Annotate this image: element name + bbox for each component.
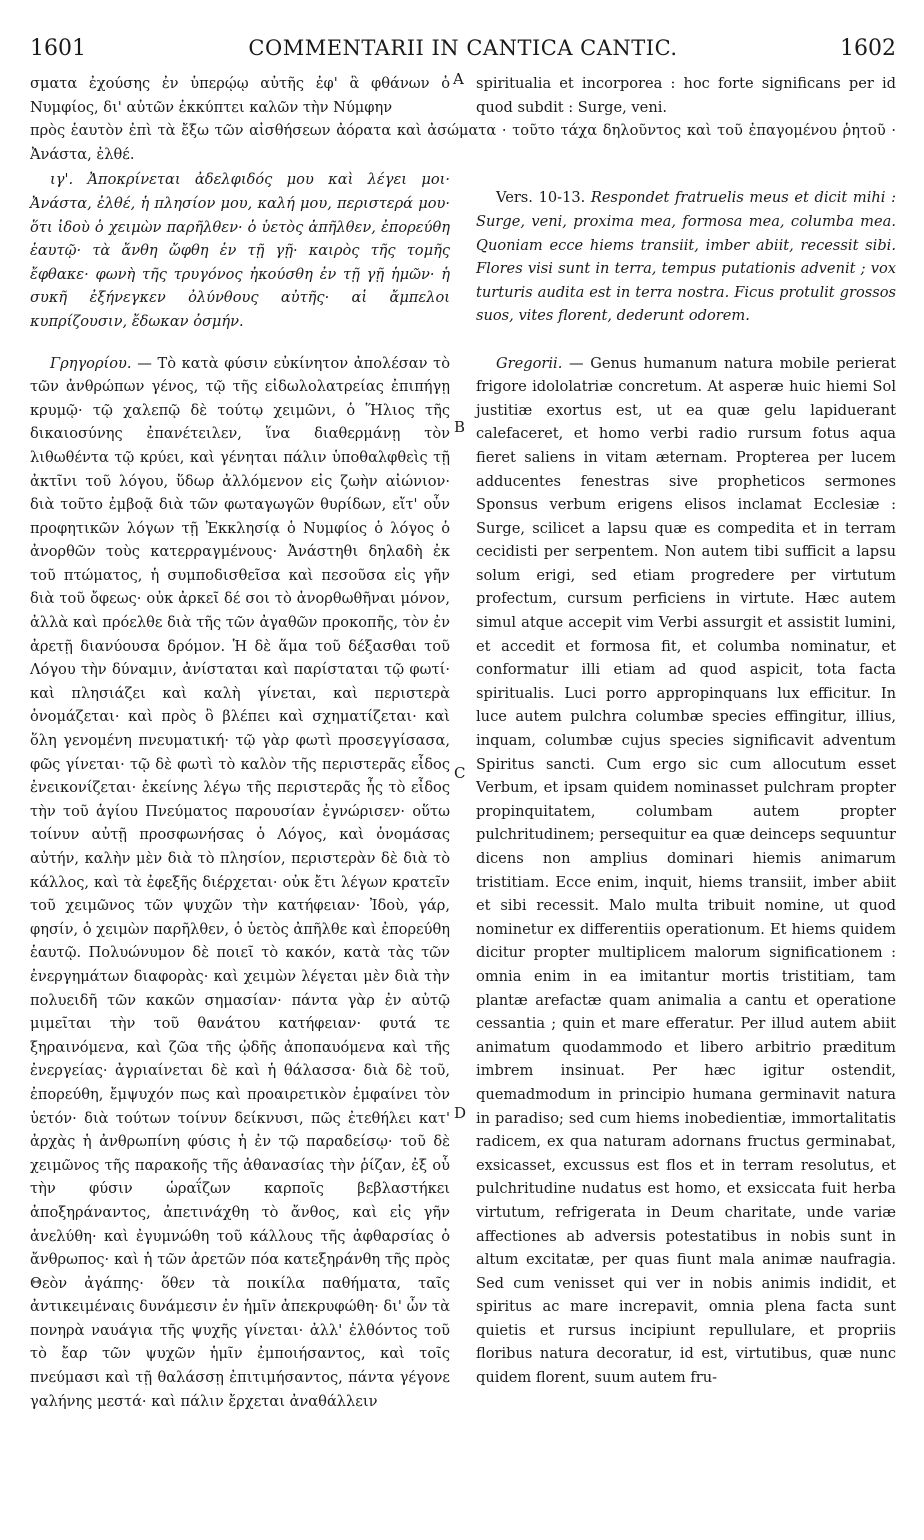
section-marker-b: B (454, 418, 466, 436)
greek-commentary-column (30, 352, 450, 1414)
latin-column-top (476, 72, 896, 119)
latin-continuation: spiritualia et incorporea : hoc forte significans per id quod subdit : Surge, veni. (476, 75, 896, 116)
latin-commentary-column (476, 352, 896, 1414)
latin-commentary (476, 352, 896, 1390)
verse-text: Respondet fratruelis meus et dicit mihi : Surge, veni, proxima mea, formosa mea, columba mea. Quoniam ecce hiems transiit, imber abiit, recessit sibi. Flores visi sunt in terra, tempus putationis advenit ; vox turturis audita est in terra nostra. Ficus protulit grossos suos, vites florent, dederunt odorem. (476, 189, 897, 325)
greek-commentary (30, 352, 450, 1414)
opening-section (30, 72, 896, 119)
page-number-right: 1602 (840, 36, 896, 61)
latin-commentary-text: Genus humanum natura mobile perierat frigore idololatriæ concretum. At asperæ huic hiemi Sol justitiæ exortus est, ut ea quæ gelu lapiduerant calefaceret, et homo verbi radio rursum fotus aqua fieret saliens in vitam æternam. Propterea per lucem adducentes fenestras sive propheticos sermones Sponsus verbum erigens elisos inclamat Ecclesiæ : Surge, scilicet a lapsu quæ es compedita et in terram cecidisti per serpentem. Non autem tibi sufficit a lapsu solum erigi, sed etiam progredere per virtutum profectum, cursum perficiens in virtute. Hæc autem simul atque accepit vim Verbi assurgit et assistit lumini, et accedit et formosa fit, et columba nominatur, et conformatur illi etiam ad quod aspicit, tota facta spiritualis. Luci porro appropinquans lux efficitur. In luce autem pulchra columbæ species effingitur, illius, inquam, columbæ cujus species significavit adventum Spiritus sancti. Cum ergo sic cum allocutum esset Verbum, et ipsam quidem nominasset pulchram propter propinquitatem, columbam autem propter pulchritudinem; persequitur ea quæ deinceps sequuntur dicens non amplius dominari hiemis animarum tristitiam. Ecce enim, inquit, hiems transiit, imber abiit et sibi recessit. Malo multa tribuit nomine, ut quod nominetur ex differentiis operationum. Et hiems quidem dicitur propter multiplicem malorum significationem : omnia enim in ea imitantur mortis tristitiam, tam plantæ arefactæ quam animalia a cantu et operatione cessantia ; quin et mare efferatur. Per illud autem abiit animatum quodammodo et libero arbitrio præditum imbrem insinuat. Per hæc igitur ostendit, quemadmodum in principio humana germinavit natura in paradiso; sed cum hiems inobedientiæ, immortalitatis radicem, ex qua naturam adornans fructus germinabat, exsicasset, excussus est flos et in terram resolutus, et pulchritudine nudatus est homo, et exsiccata fuit herba virtutum, refrigerata in Deum charitate, unde variæ affectiones ab adversis potestatibus in nobis sunt in altum excitatæ, per quas fiunt mala animæ naufragia. Sed cum venisset qui ver in nobis animis indidit, et spiritus ac mare increpavit, omnia plena facta sunt quietis et rursus incipiunt repullulare, et propriis floribus natura decoratur, id est, virtutibus, quæ nunc quidem florent, suum autem fru- (476, 354, 896, 1387)
greek-verse-column (30, 168, 450, 333)
greek-verse: ιγ'. Ἀποκρίνεται ἀδελφιδός μου καὶ λέγει μοι· Ἀνάστα, ἐλθέ, ἡ πλησίον μου, καλή μου, περιστερά μου· ὅτι ἰδοὺ ὁ χειμὼν παρῆλθεν· ὁ ὑετὸς ἀπῆλθεν, ἐπορεύθη ἑαυτῷ· τὰ ἄνθη ὤφθη ἐν τῇ γῇ· καιρὸς τῆς τομῆς ἔφθακε· φωνὴ τῆς τρυγόνος ἠκούσθη ἐν τῇ γῇ ἡμῶν· ἡ συκῆ ἐξήνεγκεν ὀλύνθους αὐτῆς· αἱ ἄμπελοι κυπρίζουσιν, ἔδωκαν ὀσμήν. (30, 171, 450, 330)
page-body (30, 72, 896, 1413)
verse-section (30, 168, 896, 333)
section-marker-d: D (454, 1104, 467, 1122)
commentary-section (30, 352, 896, 1414)
full-width-line: πρὸς ἑαυτὸν ἐπὶ τὰ ἔξω τῶν αἰσθήσεων ἀόρατα καὶ ἀσώματα · τοῦτο τάχα δηλοῦντος καὶ τοῦ ἐπαγομένου ῥητοῦ · Ἀνάστα, ἐλθέ. (30, 122, 896, 163)
verse-label: Vers. 10-13. (496, 189, 586, 207)
running-title: COMMENTARII IN CANTICA CANTIC. (248, 36, 678, 60)
latin-author: Gregorii. — (496, 354, 584, 372)
greek-commentary-text: Τὸ κατὰ φύσιν εὐκίνητον ἀπολέσαν τὸ τῶν ἀνθρώπων γένος, τῷ τῆς εἰδωλολατρείας ἐπιπήγῃ κρυμῷ· τῷ χαλεπῷ δὲ τούτῳ χειμῶνι, ὁ Ἥλιος τῆς δικαιοσύνης ἐπανέτειλεν, ἵνα διαθερμάνῃ τὸν λιθωθέντα τῷ κρύει, καὶ γένηται πάλιν ὑποθαλφθεὶς τῇ ἀκτῖνι τοῦ λόγου, ὕδωρ ἀλλόμενον εἰς ζωὴν αἰώνιον· διὰ τοῦτο ἐμβοᾷ διὰ τῶν φωταγωγῶν θυρίδων, εἴτ' οὖν προφητικῶν λόγων τῇ Ἐκκλησίᾳ ὁ Νυμφίος ὁ λόγος ὁ ἀνορθῶν τοὺς κατερραγμένους· Ἀνάστηθι δηλαδὴ ἐκ τοῦ πτώματος, ἡ συμποδισθεῖσα καὶ πεσοῦσα εἰς γῆν διὰ τοῦ ὄφεως· οὐκ ἀρκεῖ δέ σοι τὸ ἀνορθωθῆναι μόνον, ἀλλὰ καὶ πρόελθε διὰ τῆς τῶν ἀγαθῶν προκοπῆς, τὸν ἐν ἀρετῇ διανύουσα δρόμον. Ἡ δὲ ἅμα τοῦ δέξασθαι τοῦ Λόγου τὴν δύναμιν, ἀνίσταται καὶ παρίσταται τῷ φωτί· καὶ πλησιάζει καὶ καλὴ γίνεται, καὶ περιστερὰ ὀνομάζεται· καὶ πρὸς ὃ βλέπει καὶ σχηματίζεται· καὶ ὅλη γενομένη πνευματική· τῷ γὰρ φωτὶ προσεγγίσασα, φῶς γίνεται· τῷ δὲ φωτὶ τὸ καλὸν τῆς περιστερᾶς εἶδος ἐνεικονίζεται· ἐκείνης λέγω τῆς περιστερᾶς ἧς τὸ εἶδος τὴν τοῦ ἁγίου Πνεύματος παρουσίαν ἐγνώρισεν· οὕτω τοίνυν αὐτῇ προσφωνήσας ὁ Λόγος, καὶ ὀνομάσας αὐτήν, καλὴν μὲν διὰ τὸ πλησίον, περιστερὰν δὲ διὰ τὸ κάλλος, καὶ τὰ ἐφεξῆς διέρχεται· οὐκ ἔτι λέγων κρατεῖν τοῦ χειμῶνος τῶν ψυχῶν τὴν κατήφειαν· Ἰδοὺ, γάρ, φησίν, ὁ χειμὼν παρῆλθεν, ὁ ὑετὸς ἀπῆλθε καὶ ἐπορεύθη ἑαυτῷ. Πολυώνυμον δὲ ποιεῖ τὸ κακόν, κατὰ τὰς τῶν ἐνεργημάτων διαφορὰς· καὶ χειμὼν λέγεται μὲν διὰ τὴν πολυειδῆ τῶν κακῶν σημασίαν· πάντα γὰρ ἐν αὐτῷ μιμεῖται τὴν τοῦ θανάτου κατήφειαν· φυτά τε ξηραινόμενα, καὶ ζῶα τῆς ᾠδῆς ἀποπαυόμενα καὶ τῆς ἐνεργείας· ἀγριαίνεται δὲ καὶ ἡ θάλασσα· διὰ δὲ τοῦ, ἐπορεύθη, ἔμψυχόν πως καὶ προαιρετικὸν ἐμφαίνει τὸν ὑετόν· διὰ τούτων τοίνυν δείκνυσι, πῶς ἐτεθήλει κατ' ἀρχὰς ἡ ἀνθρωπίνη φύσις ἡ ἐν τῷ παραδείσῳ· τοῦ δὲ χειμῶνος τῆς παρακοῆς τῆς ἀθανασίας τὴν ῥίζαν, ἐξ οὗ τὴν φύσιν ὡραΐζων καρποῖς βεβλαστήκει ἀποξηράναντος, ἀπετινάχθη τὸ ἄνθος, καὶ εἰς γῆν ἀνελύθη· καὶ ἐγυμνώθη τοῦ κάλλους τῆς ἀφθαρσίας ὁ ἄνθρωπος· καὶ ἡ τῶν ἀρετῶν πόα κατεξηράνθη τῆς πρὸς Θεὸν ἀγάπης· ὅθεν τὰ ποικίλα παθήματα, ταῖς ἀντικειμέναις δυνάμεσιν ἐν ἡμῖν ἀπεκρυφώθη· δι' ὧν τὰ πονηρὰ ναυάγια τῆς ψυχῆς γίνεται· ἀλλ' ἐλθόντος τοῦ τὸ ἔαρ τῶν ψυχῶν ἡμῖν ἐμποιήσαντος, καὶ τοῖς πνεύμασι καὶ τῇ θαλάσσῃ ἐπιτιμήσαντος, πάντα γέγονε γαλήνης μεστά· καὶ πάλιν ἔρχεται ἀναθάλλειν (30, 354, 451, 1410)
section-marker-c: C (454, 764, 466, 782)
greek-author: Γρηγορίου. — (50, 354, 152, 372)
running-header (30, 36, 896, 62)
greek-continuation: σματα ἐχούσης ἐν ὑπερῴῳ αὐτῆς ἐφ' ἃ φθάνων ὁ Νυμφίος, δι' αὐτῶν ἐκκύπτει καλῶν τὴν Νύμφην (30, 75, 450, 116)
section-marker-a: A (453, 70, 464, 88)
latin-verse (476, 186, 896, 328)
latin-verse-column (476, 168, 896, 333)
page-number-left: 1601 (30, 36, 86, 61)
greek-column-top (30, 72, 450, 119)
